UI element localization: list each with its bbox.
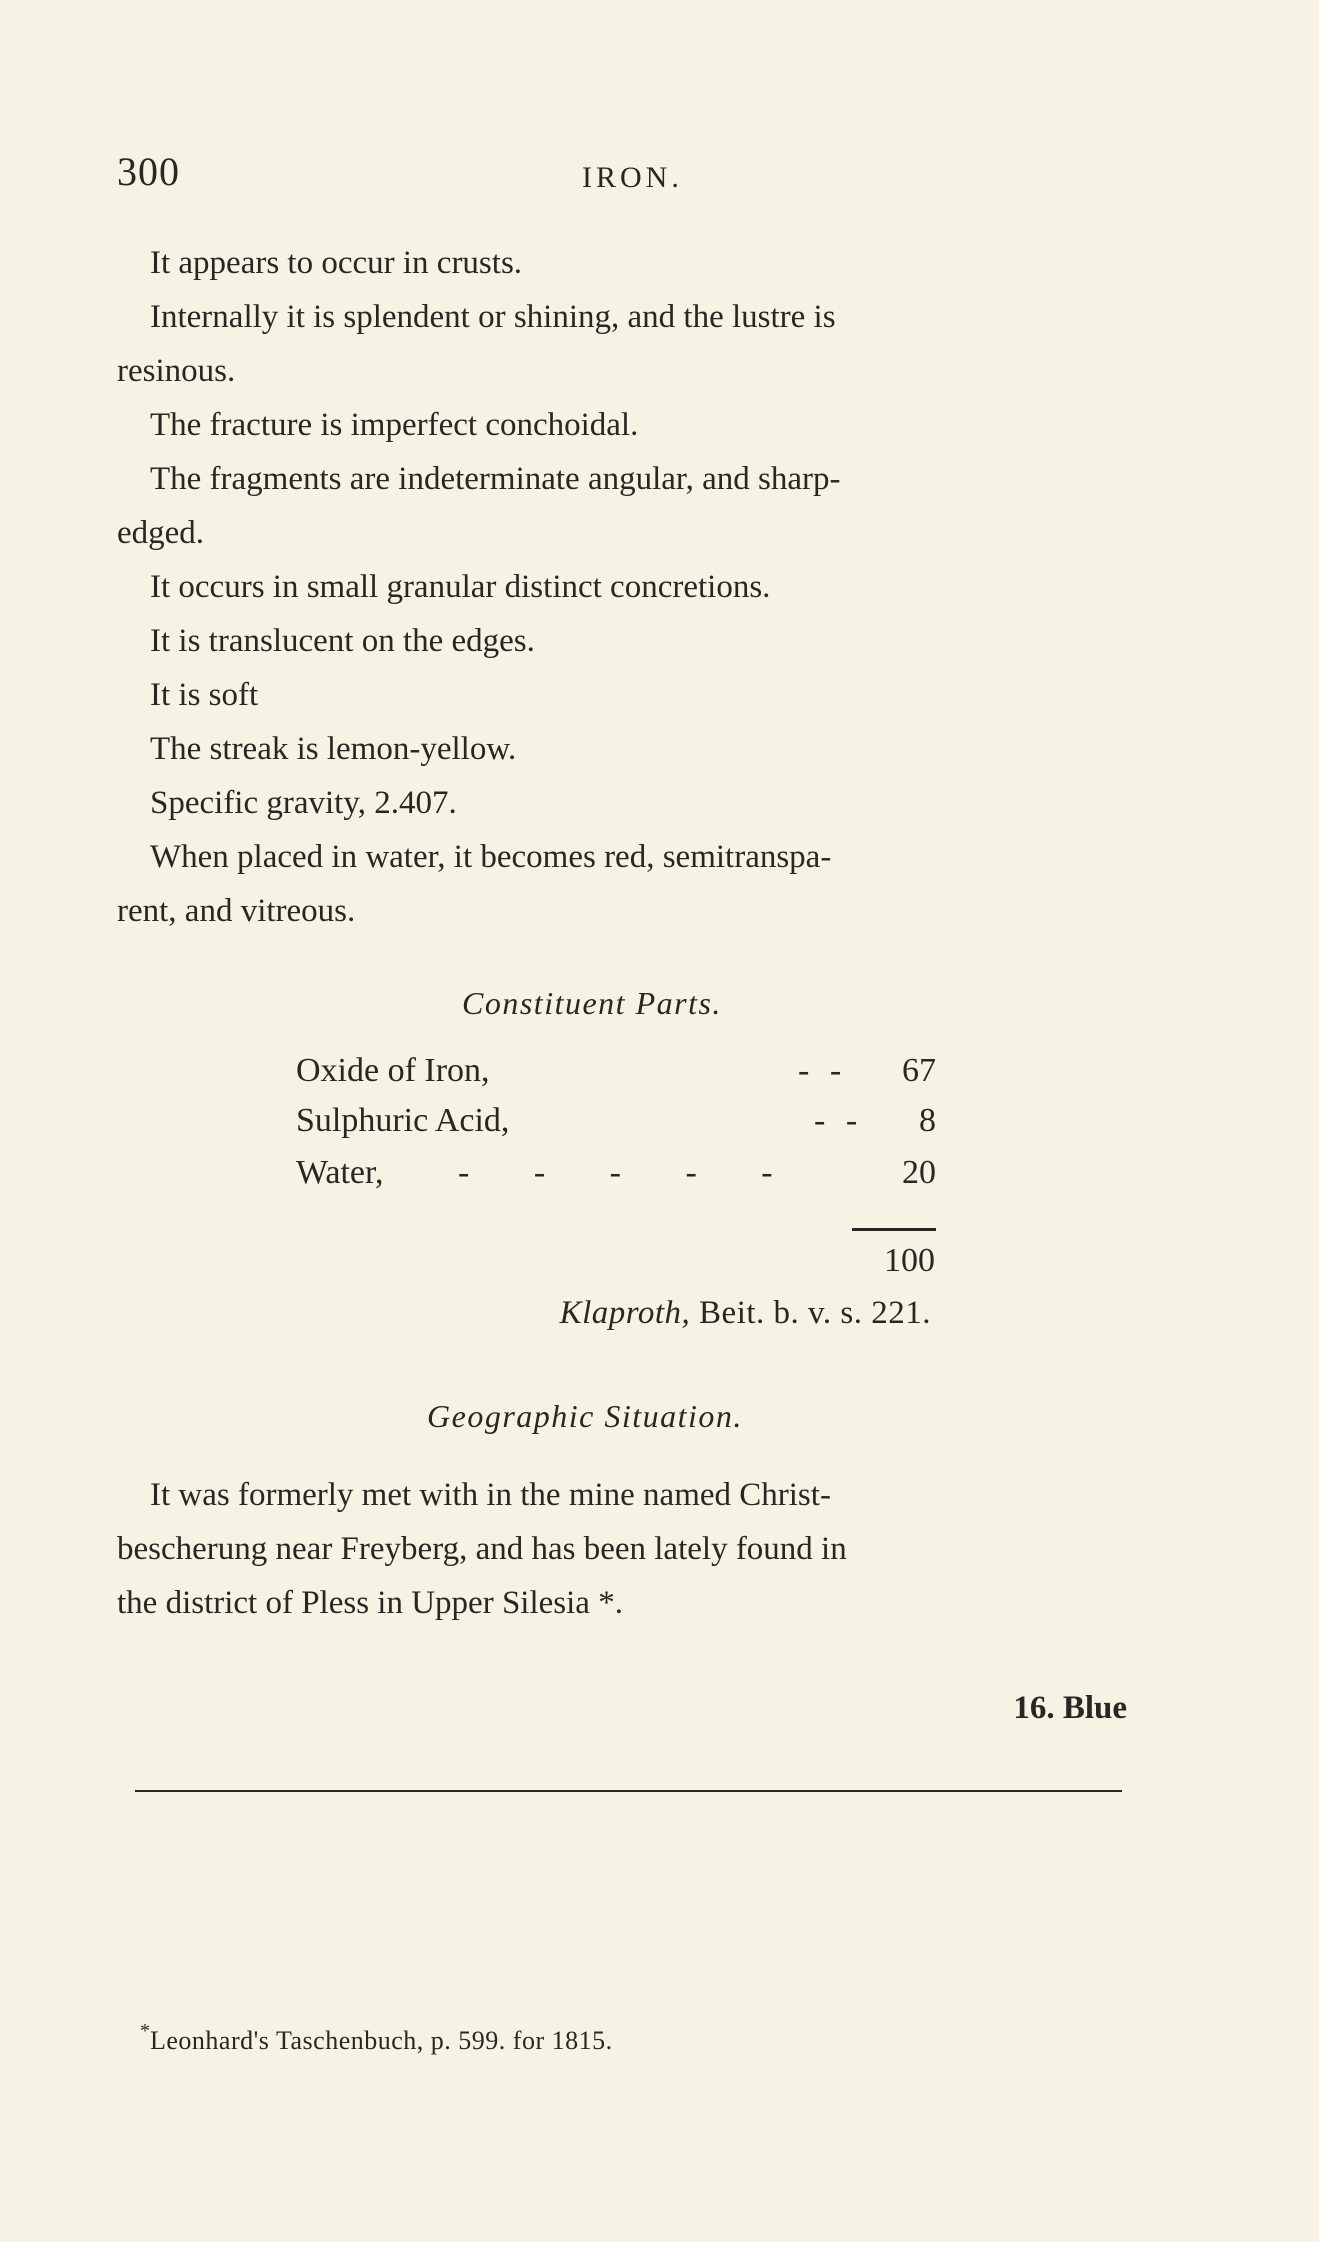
text-line: the district of Pless in Upper Silesia *. [117, 1585, 623, 1621]
leader-dashes: - - [798, 1052, 848, 1089]
text-line: edged. [117, 515, 205, 551]
geographic-paragraph [117, 1468, 847, 1630]
running-title: IRON. [582, 161, 683, 194]
text-line: Specific gravity, 2.407. [150, 785, 457, 821]
footnote-mark: * [140, 2020, 150, 2042]
table-row [296, 1154, 936, 1204]
text-line: It appears to occur in crusts. [150, 245, 523, 281]
constituent-name: Oxide of Iron, [296, 1052, 490, 1089]
text-line: The fracture is imperfect conchoidal. [150, 407, 639, 443]
constituent-value: 8 [919, 1102, 936, 1139]
text-line: resinous. [117, 353, 236, 389]
text-line: It was formerly met with in the mine named Christ- [150, 1477, 831, 1513]
table-row [296, 1102, 936, 1152]
text-line: bescherung near Freyberg, and has been lately found in [117, 1531, 847, 1567]
constituent-name: Water, [296, 1154, 384, 1191]
catchword: 16. Blue [1013, 1690, 1127, 1726]
text-line: When placed in water, it becomes red, semitranspa- [150, 839, 832, 875]
text-line: It occurs in small granular distinct concretions. [150, 569, 771, 605]
constituent-name: Sulphuric Acid, [296, 1102, 510, 1139]
footnote-rule [135, 1790, 1122, 1792]
constituent-value: 20 [902, 1154, 936, 1191]
footnote-text: Leonhard's Taschenbuch, p. 599. for 1815. [150, 2026, 613, 2055]
citation [560, 1295, 931, 1332]
text-line: rent, and vitreous. [117, 893, 356, 929]
text-line: It is soft [150, 677, 259, 713]
table-row [296, 1052, 936, 1102]
sum-rule [852, 1228, 936, 1231]
page-number: 300 [117, 149, 180, 194]
constituents-total: 100 [884, 1242, 935, 1279]
constituents-heading: Constituent Parts. [462, 985, 722, 1021]
leader-dashes: - - - - - [458, 1154, 801, 1191]
text-line: Internally it is splendent or shining, and the lustre is [150, 299, 836, 335]
text-line: It is translucent on the edges. [150, 623, 535, 659]
text-line: The streak is lemon-yellow. [150, 731, 517, 767]
description-paragraph [117, 236, 841, 938]
leader-dashes: - - [814, 1102, 864, 1139]
citation-source: Beit. b. v. s. 221. [699, 1295, 931, 1331]
citation-author: Klaproth, [559, 1295, 691, 1331]
text-line: The fragments are indeterminate angular, and sharp- [150, 461, 841, 497]
constituent-value: 67 [902, 1052, 936, 1089]
geographic-heading: Geographic Situation. [427, 1398, 743, 1434]
